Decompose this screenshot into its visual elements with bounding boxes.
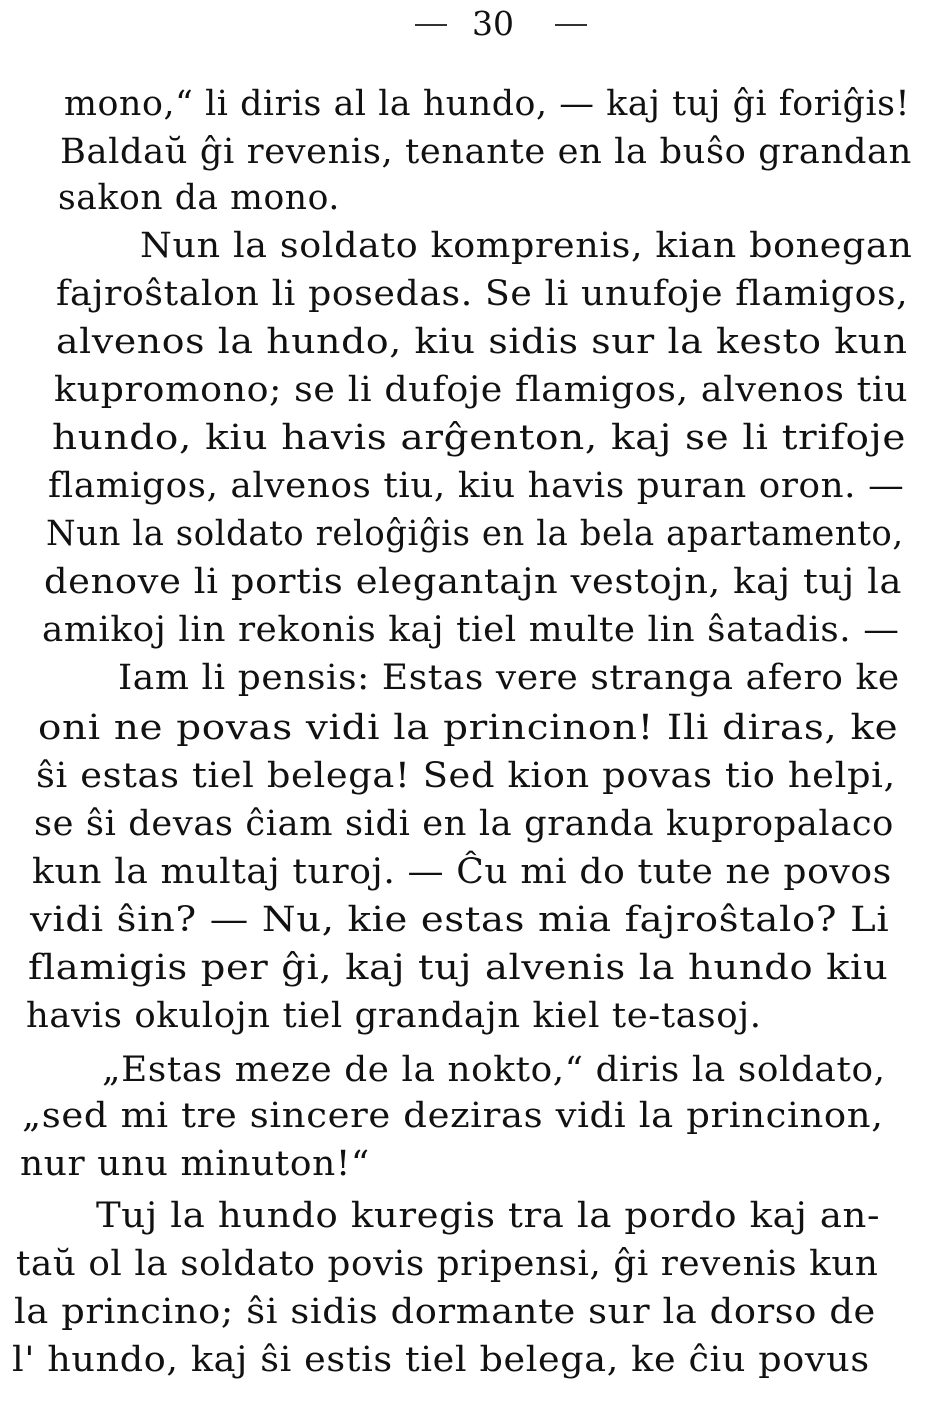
text-line: ŝi estas tiel belega! Sed kion povas tio helpi, — [36, 756, 896, 796]
text-line: taŭ ol la soldato povis pripensi, ĝi revenis kun — [16, 1244, 879, 1284]
text-line: flamigis per ĝi, kaj tuj alvenis la hundo kiu — [28, 948, 889, 988]
text-line: denove li portis elegantajn vestojn, kaj tuj la — [44, 562, 903, 602]
text-line: se ŝi devas ĉiam sidi en la granda kupropalaco — [34, 804, 894, 844]
header-dash-right — [555, 24, 587, 26]
text-line: la princino; ŝi sidis dormante sur la dorso de — [14, 1292, 876, 1332]
text-line: „Estas meze de la nokto,“ diris la soldato, — [102, 1050, 886, 1090]
text-line: Nun la soldato reloĝiĝis en la bela apartamento, — [46, 514, 904, 554]
page-number: 30 — [472, 4, 514, 43]
text-line: kupromono; se li dufoje flamigos, alvenos tiu — [54, 370, 909, 410]
text-line: Iam li pensis: Estas vere stranga afero ke — [118, 658, 900, 698]
text-line: „sed mi tre sincere deziras vidi la princinon, — [22, 1096, 884, 1136]
text-line: l' hundo, kaj ŝi estis tiel belega, ke ĉiu povus — [12, 1340, 870, 1380]
text-line: flamigos, alvenos tiu, kiu havis puran oron. — — [48, 466, 905, 506]
text-line: hundo, kiu havis arĝenton, kaj se li trifoje — [52, 418, 907, 458]
text-line: fajroŝtalon li posedas. Se li unufoje flamigos, — [56, 274, 909, 314]
text-line: Nun la soldato komprenis, kian bonegan — [140, 226, 913, 266]
header-dash-left — [415, 24, 447, 26]
page-header — [0, 2, 927, 46]
text-line: alvenos la hundo, kiu sidis sur la kesto kun — [56, 322, 908, 362]
text-line: vidi ŝin? — Nu, kie estas mia fajroŝtalo? Li — [30, 900, 890, 940]
text-line: mono,“ li diris al la hundo, — kaj tuj ĝi foriĝis! — [64, 84, 911, 124]
text-line: oni ne povas vidi la princinon! Ili diras, ke — [38, 708, 899, 748]
text-line: sakon da mono. — [58, 178, 340, 218]
text-line: Tuj la hundo kuregis tra la pordo kaj an- — [96, 1196, 881, 1236]
text-line: nur unu minuton!“ — [20, 1144, 370, 1184]
text-line: amikoj lin rekonis kaj tiel multe lin ŝatadis. — — [42, 610, 900, 650]
text-line: kun la multaj turoj. — Ĉu mi do tute ne povos — [32, 852, 892, 892]
text-line: havis okulojn tiel grandajn kiel te-tasoj. — [26, 996, 762, 1036]
text-line: Baldaŭ ĝi revenis, tenante en la buŝo grandan — [60, 132, 912, 172]
